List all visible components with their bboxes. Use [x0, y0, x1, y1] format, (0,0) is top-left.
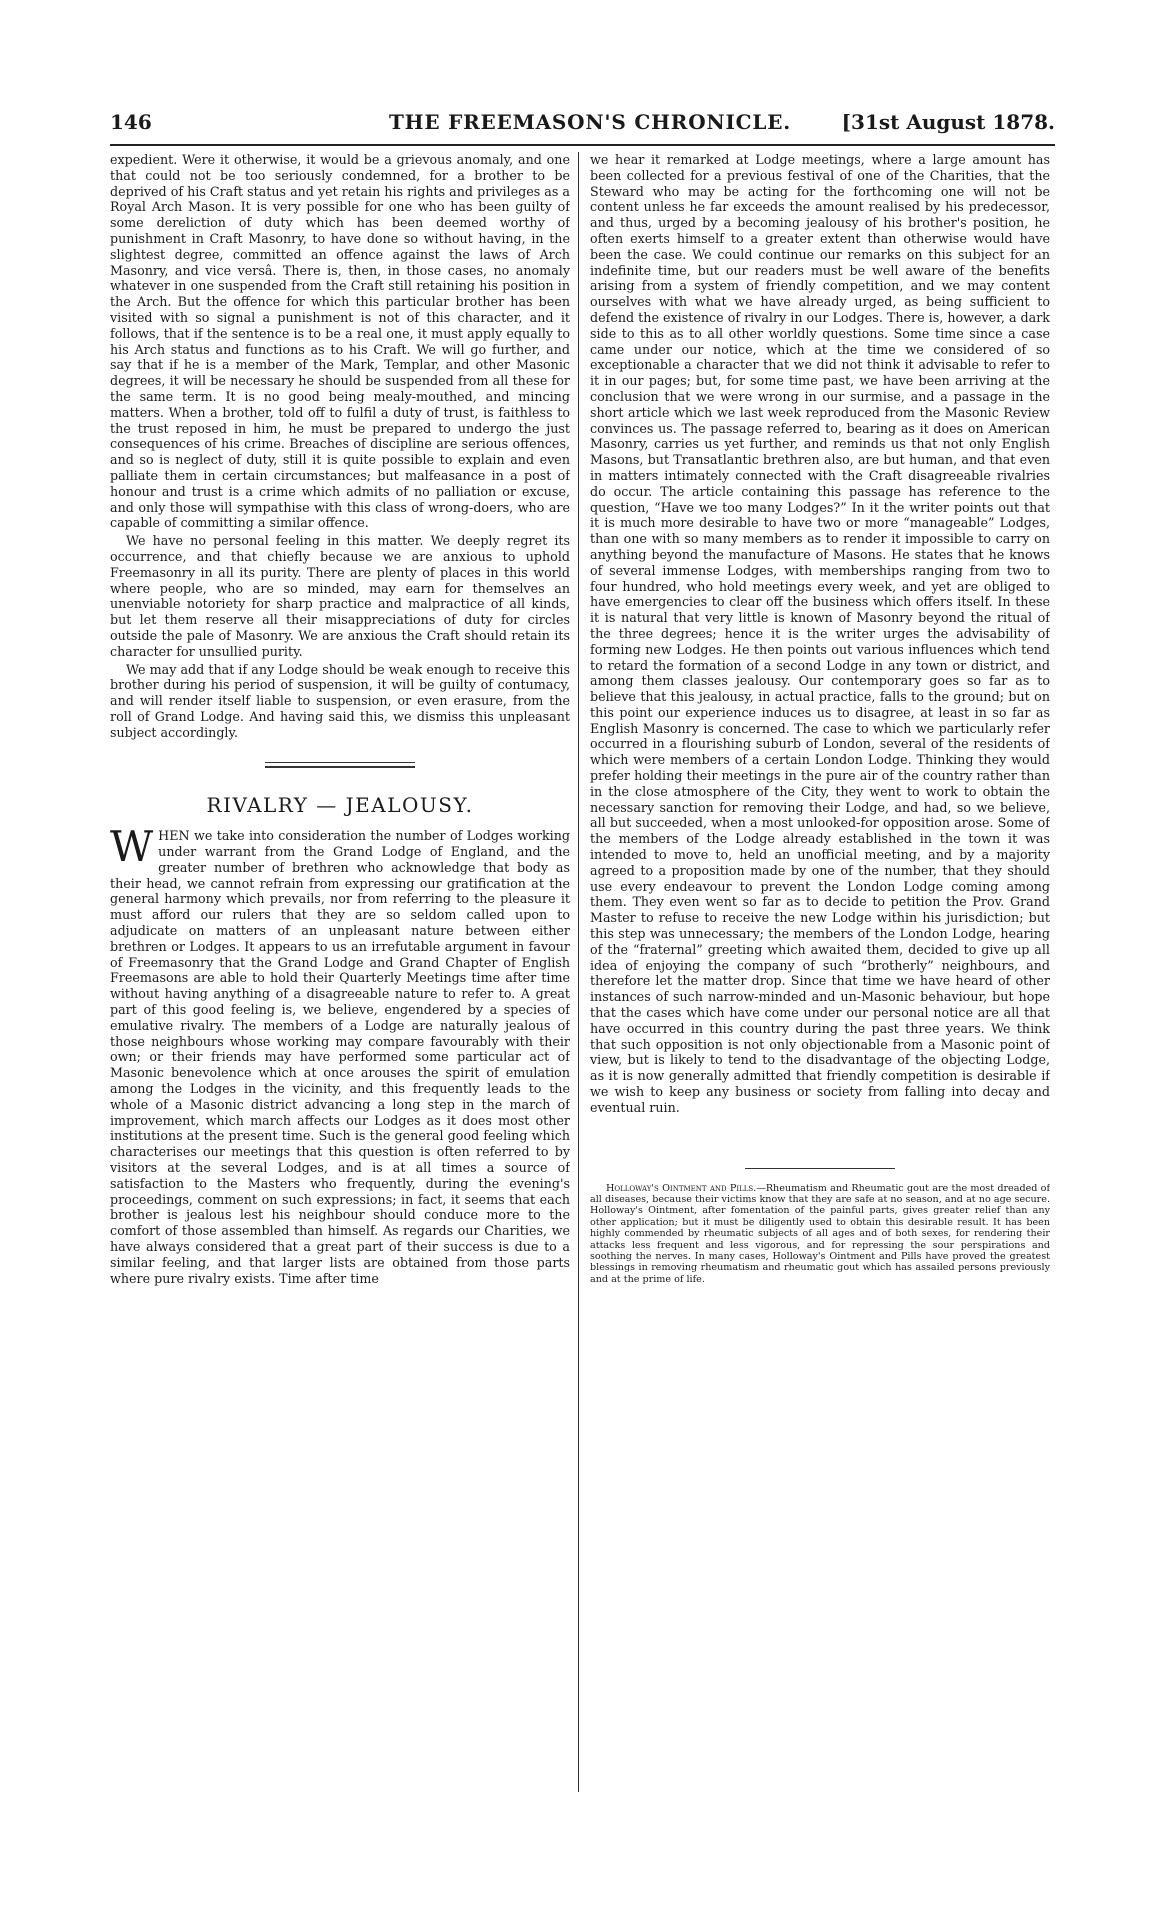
- article-continuation-paragraph: We have no personal feeling in this matter. We deeply regret its occurrence, and that chiefly because we are anxious to uphold Freemasonry in all its purity. There are plenty of places in this world where people, who are so minded, may earn for themselves an unenviable notoriety for sharp practice and malpractice of all kinds, but let them reserve all their misappreciations of duty for circles outside the pale of Masonry. We are anxious the Craft should retain its character for unsullied purity.: [110, 533, 570, 659]
- article-body-text: HEN we take into consideration the number of Lodges working under warrant from the Grand Lodge of England, and the greater number of brethren who acknowledge that body as their head, we cannot refrain from expressing our gratification at the general harmony which prevails, nor from referring to the pleasure it must afford our rulers that they are so seldom called upon to adjudicate on matters of an unpleasant nature between either brethren or Lodges. It appears to us an irrefutable argument in favour of Freemasonry that the Grand Lodge and Grand Chapter of English Freemasons are able to hold their Quarterly Meetings time after time without having anything of a disagreeable nature to refer to. A great part of this good feeling is, we believe, engendered by a species of emulative rivalry. The members of a Lodge are naturally jealous of those neighbours whose working may compare favourably with their own; or their friends may have performed some particular act of Masonic benevolence which at once arouses the spirit of emulation among the Lodges in the vicinity, and this frequently leads to the whole of a Masonic district advancing a long step in the march of improvement, which march affects our Lodges as it does most other institutions at the present time. Such is the general good feeling which characterises our meetings that this question is often referred to by visitors at the several Lodges, and is at all times a source of satisfaction to the Masters who frequently, during the evening's proceedings, comment on such expressions; in fact, it seems that each brother is jealous lest his neighbour should conduce more to the comfort of those assembled than himself. As regards our Charities, we have always considered that a great part of their success is due to a similar feeling, and that larger lists are obtained from those parts where pure rivalry exists. Time after time: [110, 828, 570, 1286]
- column-divider: [578, 152, 579, 1792]
- article-body-paragraph: [110, 822, 570, 1286]
- page-header: [110, 110, 1055, 146]
- publication-title: THE FREEMASON'S CHRONICLE.: [388, 110, 792, 134]
- article-body-paragraph: we hear it remarked at Lodge meetings, where a large amount has been collected for a previous festival of one of the Charities, that the Steward who may be acting for the forthcoming one will not be content unless he far exceeds the amount realised by his predecessor, and thus, urged by a becoming jealousy of his brother's position, he often exerts himself to a greater extent than otherwise would have been the case. We could continue our remarks on this subject for an indefinite time, but our readers must be well aware of the benefits arising from a system of friendly competition, and we may content ourselves with what we have already urged, as being sufficient to defend the existence of rivalry in our Lodges. There is, however, a dark side to this as to all other worldly questions. Some time since a case came under our notice, which at the time we considered of so exceptionable a character that we did not think it advisable to refer to it in our pages; but, for some time past, we have been arriving at the conclusion that we were wrong in our surmise, and a passage in the short article which we last week reproduced from the Masonic Review convinces us. The passage referred to, bearing as it does on American Masonry, carries us yet further, and reminds us that not only English Masons, but Transatlantic brethren also, are but human, and that even in matters intimately connected with the Craft disagreeable rivalries do occur. The article containing this passage has reference to the question, “Have we too many Lodges?” In it the writer points out that it is much more desirable to have two or more “manageable” Lodges, than one with so many members as to render it impossible to carry on anything beyond the manufacture of Masons. He states that he knows of several immense Lodges, with memberships ranging from two to four hundred, who hold meetings every week, and yet are obliged to have emergencies to clear off the business which offers itself. In these it is natural that very little is known of Masonry beyond the ritual of the three degrees; hence it is the writer urges the advisability of forming new Lodges. He then points out various influences which tend to retard the formation of a second Lodge in any town or district, and among them classes jealousy. Our contemporary goes so far as to believe that this jealousy, in actual practice, falls to the ground; but on this point our experience induces us to disagree, at least in so far as English Masonry is concerned. The case to which we particularly refer occurred in a flourishing suburb of London, several of the residents of which were members of a certain London Lodge. Thinking they would prefer holding their meetings in the pure air of the country rather than in the close atmosphere of the City, they went to work to obtain the necessary sanction for removing their Lodge, and had, so we believe, all but succeeded, when a most unlooked-for opposition arose. Some of the members of the Lodge already established in the town it was intended to move to, held an unofficial meeting, and by a majority agreed to a proposition made by one of the number, that they should use every endeavour to prevent the London Lodge coming among them. They even went so far as to decide to petition the Prov. Grand Master to refuse to receive the new Lodge within his jurisdiction; but this step was unnecessary; the members of the London Lodge, hearing of the “fraternal” greeting which awaited them, decided to give up all idea of enjoying the company of such “brotherly” neighbours, and therefore let the matter drop. Since that time we have heard of other instances of such narrow-minded and un-Masonic behaviour, but hope that the cases which have come under our personal notice are all that have occurred in this country during the past three years. We think that such opposition is not only objectionable from a Masonic point of view, but is likely to tend to the disadvantage of the objecting Lodge, as it is now generally admitted that friendly competition is desirable if we wish to keep any business or society from falling into decay and eventual ruin.: [590, 152, 1050, 1115]
- issue-date: [31st August 1878.: [841, 110, 1055, 134]
- advert-divider: [745, 1168, 895, 1169]
- left-column: [110, 152, 570, 1782]
- section-divider: [265, 762, 415, 768]
- advertisement: [590, 1183, 1050, 1286]
- article-heading: RIVALRY — JEALOUSY.: [206, 793, 474, 818]
- right-column: [590, 152, 1050, 1782]
- advert-lead: Holloway's Ointment and Pills.: [606, 1182, 757, 1194]
- article-continuation-paragraph: expedient. Were it otherwise, it would be a grievous anomaly, and one that could not be too seriously condemned, for a brother to be deprived of his Craft status and yet retain his rights and privileges as a Royal Arch Mason. It is very possible for one who has been guilty of some dereliction of duty which has been deemed worthy of punishment in Craft Masonry, to have done so without having, in the slightest degree, committed an offence against the laws of Arch Masonry, and vice versâ. There is, then, in those cases, no anomaly whatever in one suspended from the Craft still retaining his position in the Arch. But the offence for which this particular brother has been visited with so signal a punishment is not of this character, and it follows, that if the sentence is to be a real one, it must apply equally to his Arch status and functions as to his Craft. We will go further, and say that if he is a member of the Mark, Templar, and other Masonic degrees, it will be necessary he should be suspended from all these for the same term. It is no good being mealy-mouthed, and mincing matters. When a brother, told off to fulfil a duty of trust, is faithless to the trust reposed in him, he must be prepared to undergo the just consequences of his crime. Breaches of discipline are serious offences, and so is neglect of duty, still it is quite possible to explain and even palliate them in certain circumstances; but malfeasance in a post of honour and trust is a crime which admits of no palliation or excuse, and only those will sympathise with this class of wrong-doers, who are capable of committing a similar offence.: [110, 152, 570, 531]
- drop-cap: W: [110, 822, 154, 872]
- page-number: 146: [110, 110, 152, 134]
- article-continuation-paragraph: We may add that if any Lodge should be weak enough to receive this brother during his period of suspension, it will be guilty of contumacy, and will render itself liable to suspension, or even erasure, from the roll of Grand Lodge. And having said this, we dismiss this unpleasant subject accordingly.: [110, 661, 570, 740]
- advert-text: —Rheumatism and Rheumatic gout are the most dreaded of all diseases, because their victims know that they are safe at no season, and at no age secure. Holloway's Ointment, after fomentation of the painful parts, gives greater relief than any other application; but it must be diligently used to obtain this desirable result. It has been highly commended by rheumatic subjects of all ages and of both sexes, for rendering their attacks less frequent and less vigorous, and for repressing the sour perspirations and soothing the nerves. In many cases, Holloway's Ointment and Pills have proved the greatest blessings in removing rheumatism and rheumatic gout which has assailed persons previously and at the prime of life.: [590, 1182, 1050, 1285]
